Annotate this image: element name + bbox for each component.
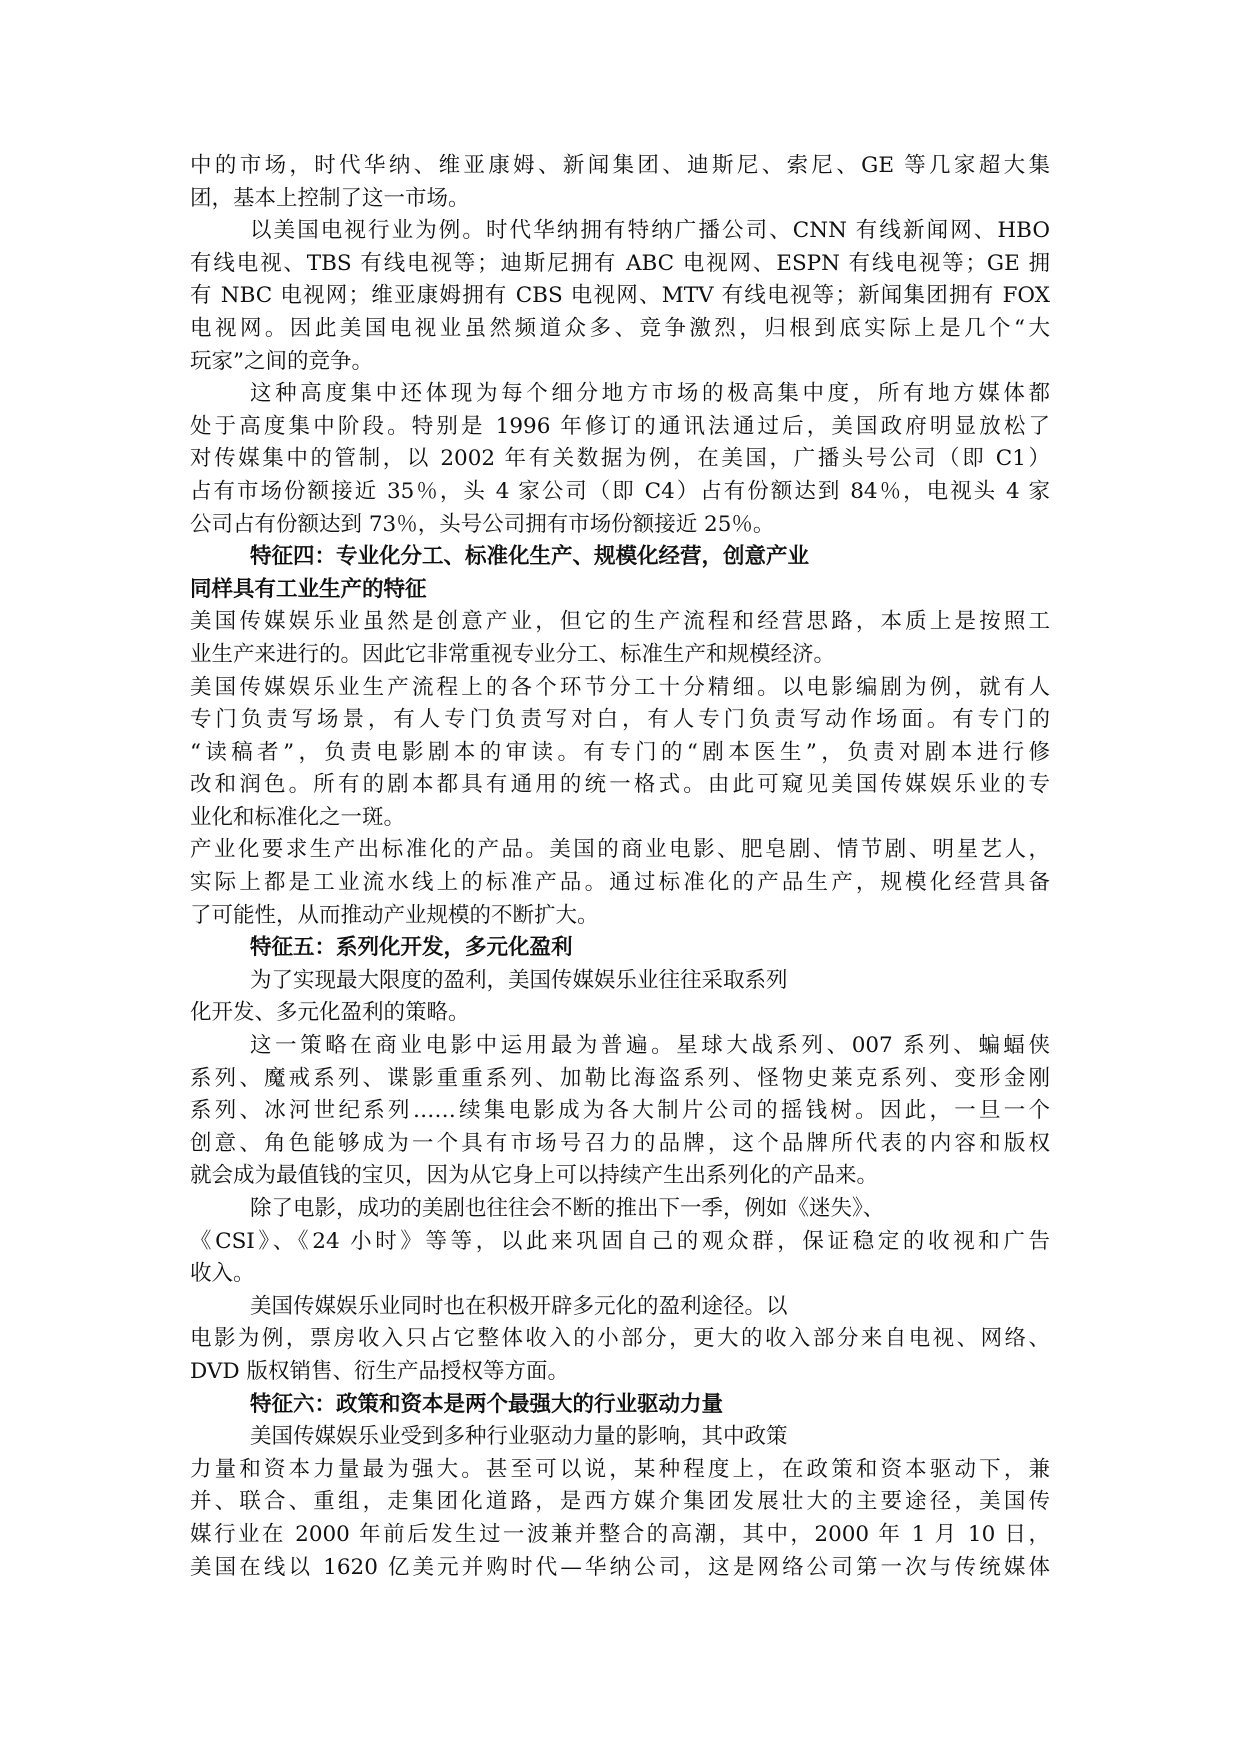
text-line: 媒行业在 2000 年前后发生过一波兼并整合的高潮，其中，2000 年 1 月 10 日， — [190, 1521, 1050, 1547]
text-line: 这种高度集中还体现为每个细分地方市场的极高集中度，所有地方媒体都 — [250, 381, 1050, 407]
text-line: 有线电视、TBS 有线电视等；迪斯尼拥有 ABC 电视网、ESPN 有线电视等；GE 拥 — [190, 250, 1050, 276]
text-line: 业化和标准化之一斑。 — [190, 804, 406, 830]
text-line: 改和润色。所有的剧本都具有通用的统一格式。由此可窥见美国传媒娱乐业的专 — [190, 772, 1050, 798]
text-line: “读稿者”，负责电影剧本的审读。有专门的“剧本医生”，负责对剧本进行修 — [190, 739, 1050, 765]
text-line: 以美国电视行业为例。时代华纳拥有特纳广播公司、CNN 有线新闻网、HBO — [250, 218, 1050, 244]
text-line: 对传媒集中的管制，以 2002 年有关数据为例，在美国，广播头号公司（即 C1） — [190, 446, 1050, 472]
text-line: 产业化要求生产出标准化的产品。美国的商业电影、肥皂剧、情节剧、明星艺人， — [190, 837, 1050, 863]
text-line: 专门负责写场景，有人专门负责写对白，有人专门负责写动作场面。有专门的 — [190, 707, 1050, 733]
text-line: 除了电影，成功的美剧也往往会不断的推出下一季，例如《迷失》、 — [250, 1196, 885, 1221]
text-line: 并、联合、重组，走集团化道路，是西方媒介集团发展壮大的主要途径，美国传 — [190, 1489, 1050, 1515]
text-line: 中的市场，时代华纳、维亚康姆、新闻集团、迪斯尼、索尼、GE 等几家超大集 — [190, 153, 1050, 178]
section-heading: 特征五：系列化开发，多元化盈利 — [250, 935, 573, 961]
text-line: 系列、冰河世纪系列……续集电影成为各大制片公司的摇钱树。因此，一旦一个 — [190, 1098, 1050, 1124]
text-line: 系列、魔戒系列、谍影重重系列、加勒比海盗系列、怪物史莱克系列、变形金刚 — [190, 1065, 1050, 1091]
text-line: 创意、角色能够成为一个具有市场号召力的品牌，这个品牌所代表的内容和版权 — [190, 1130, 1050, 1156]
text-line: 电视网。因此美国电视业虽然频道众多、竞争激烈，归根到底实际上是几个“大 — [190, 315, 1050, 341]
text-line: 处于高度集中阶段。特别是 1996 年修订的通讯法通过后，美国政府明显放松了 — [190, 413, 1050, 439]
text-line: 实际上都是工业流水线上的标准产品。通过标准化的产品生产，规模化经营具备 — [190, 870, 1050, 896]
section-heading: 特征四：专业化分工、标准化生产、规模化经营，创意产业 — [250, 544, 810, 570]
text-line: 这一策略在商业电影中运用最为普遍。星球大战系列、007 系列、蝙蝠侠 — [250, 1033, 1050, 1059]
text-line: 电影为例，票房收入只占它整体收入的小部分，更大的收入部分来自电视、网络、 — [190, 1326, 1050, 1352]
text-line: 有 NBC 电视网；维亚康姆拥有 CBS 电视网、MTV 有线电视等；新闻集团拥有 FOX — [190, 283, 1050, 309]
text-line: 美国传媒娱乐业受到多种行业驱动力量的影响，其中政策 — [250, 1424, 788, 1450]
text-line: 收入。 — [190, 1261, 255, 1287]
section-heading: 同样具有工业生产的特征 — [190, 576, 427, 602]
text-line: 美国传媒娱乐业生产流程上的各个环节分工十分精细。以电影编剧为例，就有人 — [190, 674, 1050, 700]
section-heading: 特征六：政策和资本是两个最强大的行业驱动力量 — [250, 1391, 724, 1417]
text-line: DVD 版权销售、衍生产品授权等方面。 — [190, 1358, 569, 1384]
text-line: 美国传媒娱乐业虽然是创意产业，但它的生产流程和经营思路，本质上是按照工 — [190, 609, 1050, 635]
text-line: 占有市场份额接近 35％，头 4 家公司（即 C4）占有份额达到 84％，电视头 4 家 — [190, 478, 1050, 504]
text-line: 了可能性，从而推动产业规模的不断扩大。 — [190, 902, 599, 928]
text-line: 化开发、多元化盈利的策略。 — [190, 1000, 470, 1026]
text-line: 《CSI》、《24 小时》等等，以此来巩固自己的观众群，保证稳定的收视和广告 — [190, 1228, 1050, 1254]
text-line: 业生产来进行的。因此它非常重视专业分工、标准生产和规模经济。 — [190, 641, 836, 667]
text-line: 力量和资本力量最为强大。甚至可以说，某种程度上，在政策和资本驱动下，兼 — [190, 1456, 1050, 1482]
text-line: 为了实现最大限度的盈利，美国传媒娱乐业往往采取系列 — [250, 967, 788, 993]
text-line: 就会成为最值钱的宝贝，因为从它身上可以持续产生出系列化的产品来。 — [190, 1163, 879, 1189]
document-page — [190, 150, 1050, 1584]
text-line: 团，基本上控制了这一市场。 — [190, 185, 470, 211]
text-line: 玩家”之间的竞争。 — [190, 348, 373, 374]
text-line: 公司占有份额达到 73％，头号公司拥有市场份额接近 25％。 — [190, 511, 775, 537]
text-line: 美国传媒娱乐业同时也在积极开辟多元化的盈利途径。以 — [250, 1293, 788, 1319]
text-line: 美国在线以 1620 亿美元并购时代—华纳公司，这是网络公司第一次与传统媒体 — [190, 1554, 1050, 1580]
